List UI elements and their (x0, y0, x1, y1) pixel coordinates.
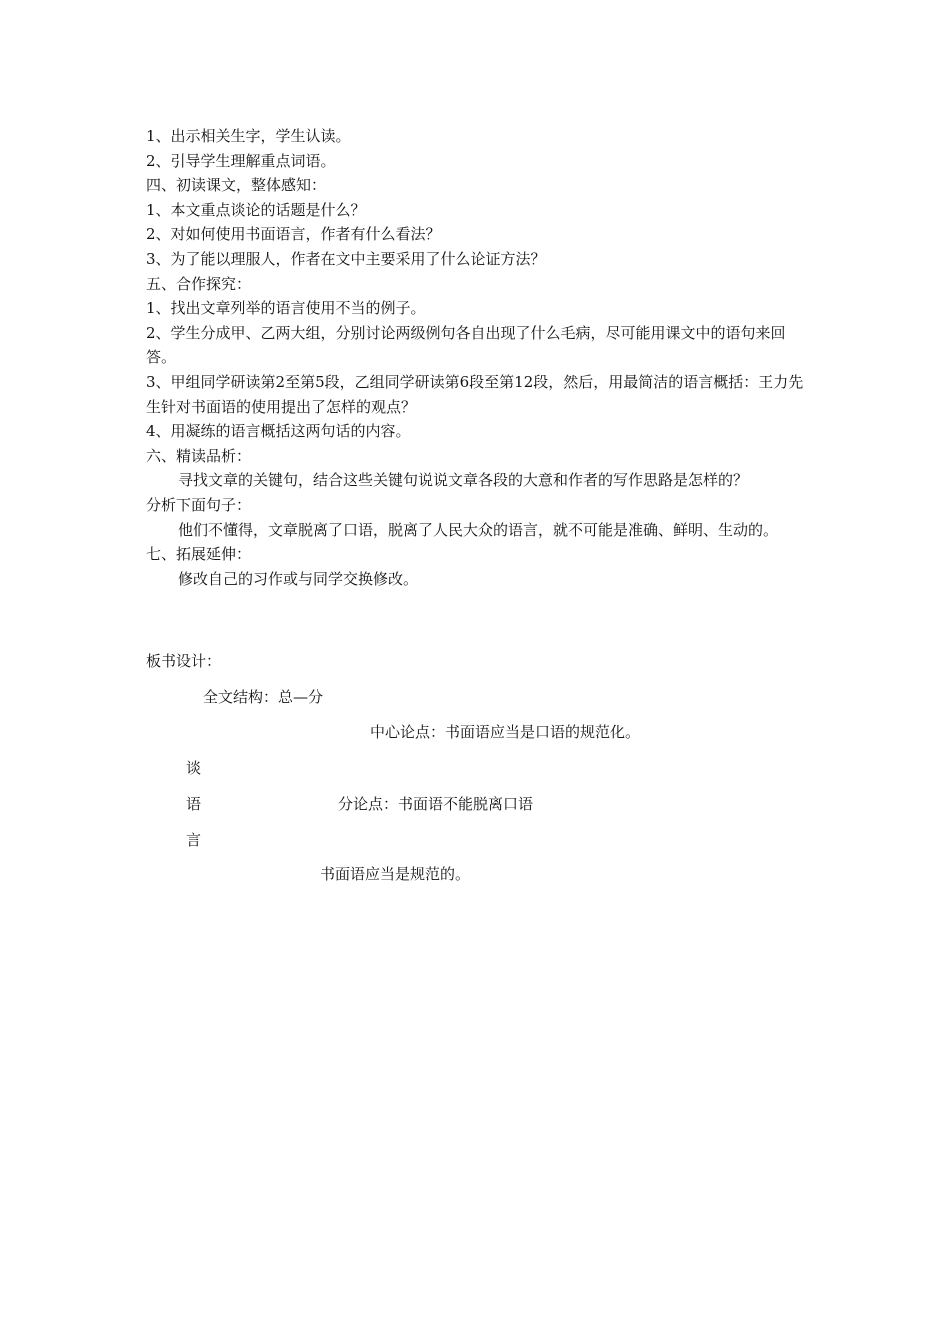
board-sub-point: 书面语应当是规范的。 (320, 865, 471, 883)
section-heading: 七、拓展延伸： (146, 545, 252, 564)
indented-line: 修改自己的习作或与同学交换修改。 (178, 569, 419, 588)
step-paragraph: 3、甲组同学研读第2至第5段，乙组同学研读第6段至第12段，然后，用最简洁的语言概括：王力先生针对书面语的使用提出了怎样的观点？ (146, 372, 804, 416)
quoted-sentence: 他们不懂得，文章脱离了口语，脱离了人民大众的语言，就不可能是准确、鲜明、生动的。 (178, 520, 779, 539)
step-line: 3、为了能以理服人，作者在文中主要采用了什么论证方法？ (146, 249, 546, 268)
indented-paragraph: 寻找文章的关键句，结合这些关键句说说文章各段的大意和作者的写作思路是怎样的？ (178, 471, 749, 490)
section-heading: 四、初读课文，整体感知： (146, 176, 327, 195)
board-title-char: 谈 (186, 759, 202, 777)
board-heading: 板书设计： (146, 652, 222, 670)
section-heading: 五、合作探究： (146, 274, 252, 293)
board-sub-point: 分论点：书面语不能脱离口语 (338, 795, 534, 813)
step-line: 2、引导学生理解重点词语。 (146, 151, 336, 170)
board-central-thesis: 中心论点：书面语应当是口语的规范化。 (370, 723, 641, 741)
section-heading: 六、精读品析： (146, 446, 252, 465)
board-structure: 全文结构：总—分 (203, 688, 324, 706)
lesson-steps (146, 124, 811, 591)
step-line: 1、找出文章列举的语言使用不当的例子。 (146, 299, 426, 318)
step-line: 1、本文重点谈论的话题是什么？ (146, 200, 366, 219)
step-line: 2、对如何使用书面语言，作者有什么看法？ (146, 225, 441, 244)
step-line: 分析下面句子： (146, 495, 252, 514)
step-paragraph: 2、学生分成甲、乙两大组，分别讨论两级例句各自出现了什么毛病，尽可能用课文中的语句来回答。 (146, 323, 786, 367)
step-line: 1、出示相关生字，学生认读。 (146, 127, 351, 145)
step-line: 4、用凝练的语言概括这两句话的内容。 (146, 422, 411, 441)
board-title-char: 言 (186, 831, 202, 849)
board-title-char: 语 (186, 795, 202, 813)
